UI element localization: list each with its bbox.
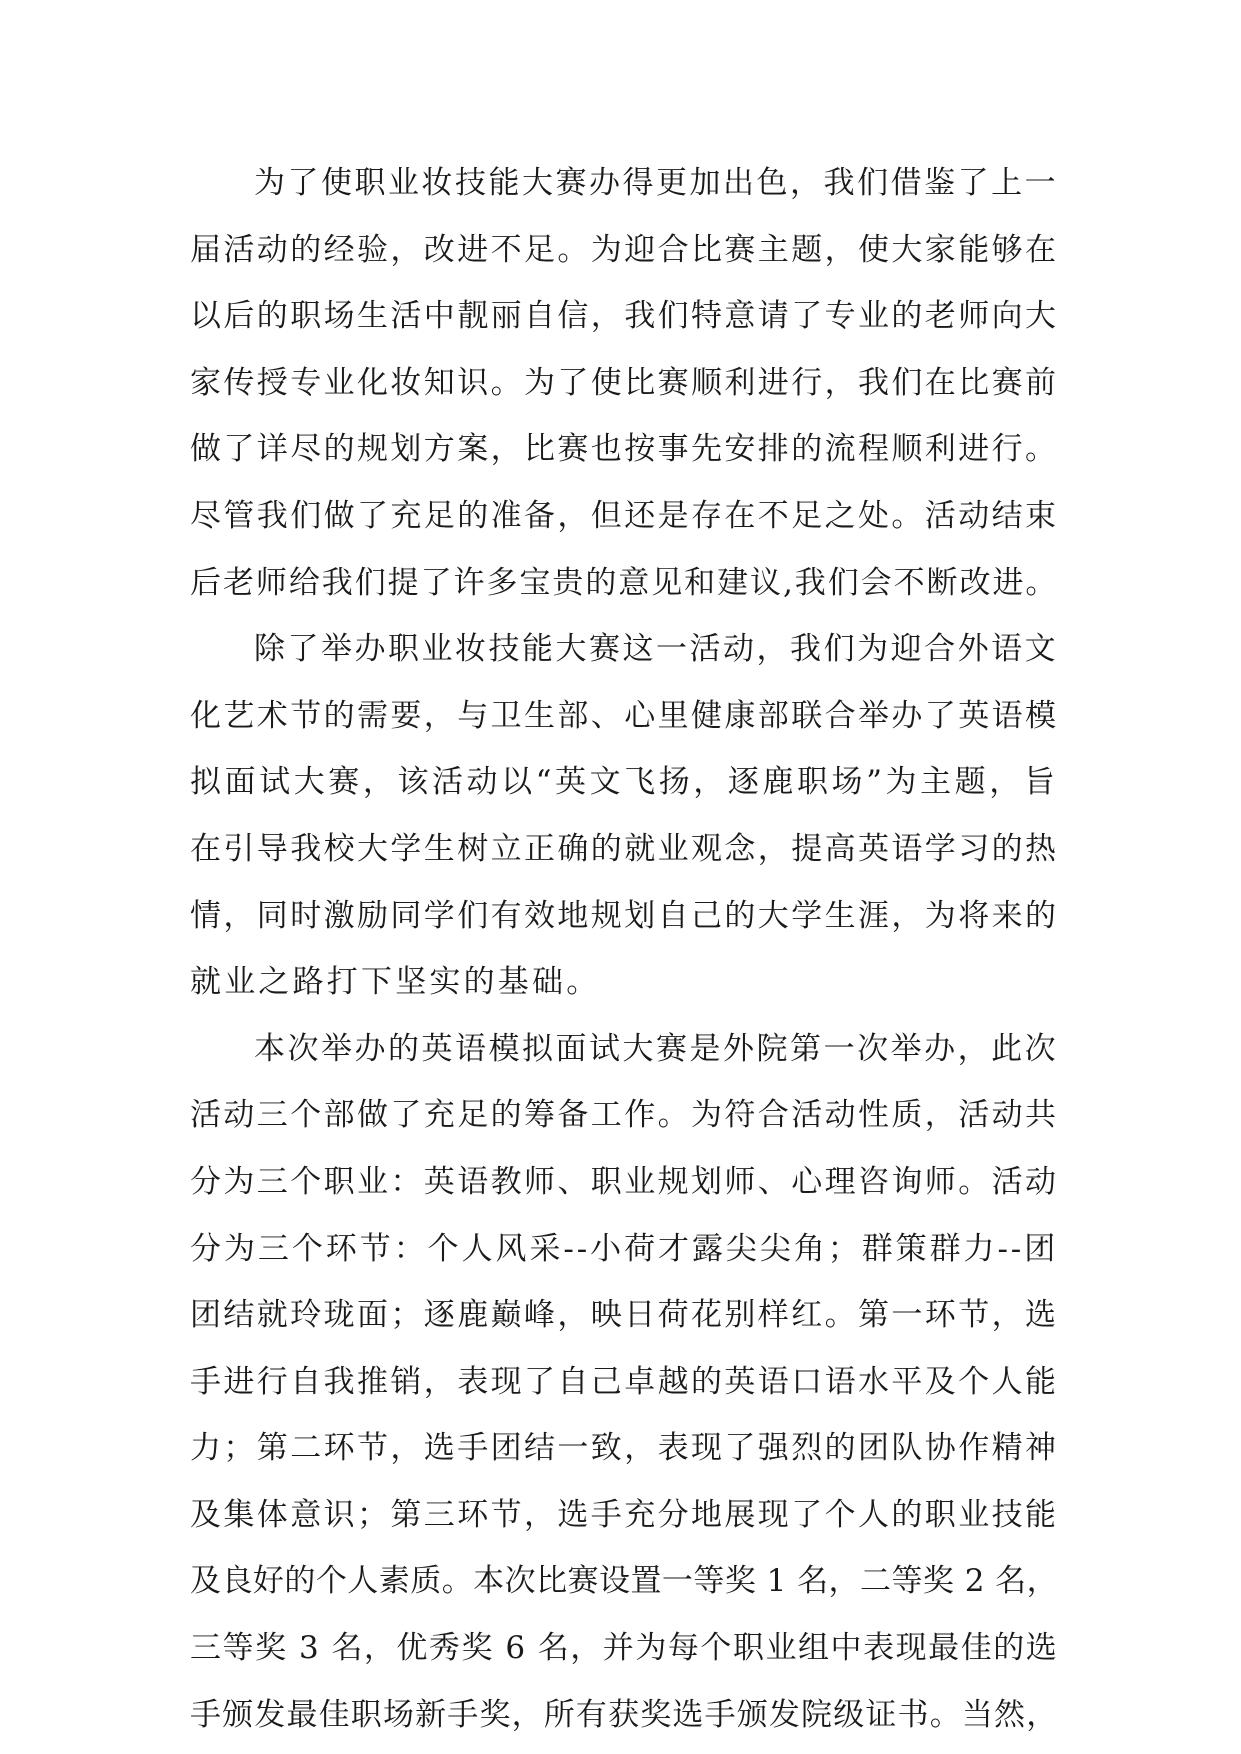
- paragraph-1-line-3: 以后的职场生活中靓丽自信，我们特意请了专业的老师向大: [190, 298, 1059, 335]
- paragraph-3-line-9: 及良好的个人素质。本次比赛设置一等奖 1 名，二等奖 2 名，: [190, 1563, 1058, 1600]
- paragraph-2-line-2: 化艺术节的需要，与卫生部、心里健康部联合举办了英语模: [190, 697, 1059, 734]
- paragraph-1-line-1: 为了使职业妆技能大赛办得更加出色，我们借鉴了上一: [254, 165, 1058, 201]
- paragraph-3-line-4: 分为三个环节：个人风采--小荷才露尖尖角；群策群力--团: [190, 1230, 1058, 1267]
- paragraph-1-line-5: 做了详尽的规划方案，比赛也按事先安排的流程顺利进行。: [190, 431, 1059, 468]
- paragraph-3-line-7: 力；第二环节，选手团结一致，表现了强烈的团队协作精神: [190, 1430, 1059, 1467]
- paragraph-2-line-6: 就业之路打下坚实的基础。: [190, 964, 601, 1001]
- paragraph-1-line-7: 后老师给我们提了许多宝贵的意见和建议,我们会不断改进。: [190, 564, 1058, 601]
- paragraph-1-line-6: 尽管我们做了充足的准备，但还是存在不足之处。活动结束: [190, 497, 1059, 534]
- paragraph-2-line-1: 除了举办职业妆技能大赛这一活动，我们为迎合外语文: [254, 631, 1058, 668]
- paragraph-3-line-3: 分为三个职业：英语教师、职业规划师、心理咨询师。活动: [190, 1163, 1059, 1200]
- paragraph-1-line-2: 届活动的经验，改进不足。为迎合比赛主题，使大家能够在: [190, 231, 1059, 268]
- paragraph-2-line-5: 情，同时激励同学们有效地规划自己的大学生涯，为将来的: [190, 897, 1059, 934]
- paragraph-3-line-10: 三等奖 3 名，优秀奖 6 名，并为每个职业组中表现最佳的选: [190, 1630, 1058, 1667]
- paragraph-2-line-3: 拟面试大赛，该活动以“英文飞扬，逐鹿职场”为主题，旨: [190, 764, 1058, 801]
- paragraph-3-line-5: 团结就玲珑面；逐鹿巅峰，映日荷花别样红。第一环节，选: [190, 1297, 1059, 1334]
- paragraph-3-line-6: 手进行自我推销，表现了自己卓越的英语口语水平及个人能: [190, 1363, 1059, 1400]
- paragraph-3-line-11: 手颁发最佳职场新手奖，所有获奖选手颁发院级证书。当然，: [190, 1696, 1058, 1733]
- paragraph-3-line-1: 本次举办的英语模拟面试大赛是外院第一次举办，此次: [254, 1030, 1058, 1067]
- document-body: [190, 150, 1058, 1748]
- paragraph-2-line-4: 在引导我校大学生树立正确的就业观念，提高英语学习的热: [190, 830, 1059, 867]
- paragraph-3-line-2: 活动三个部做了充足的筹备工作。为符合活动性质，活动共: [190, 1097, 1059, 1134]
- paragraph-1-line-4: 家传授专业化妆知识。为了使比赛顺利进行，我们在比赛前: [190, 364, 1059, 401]
- paragraph-3-line-8: 及集体意识；第三环节，选手充分地展现了个人的职业技能: [190, 1496, 1059, 1533]
